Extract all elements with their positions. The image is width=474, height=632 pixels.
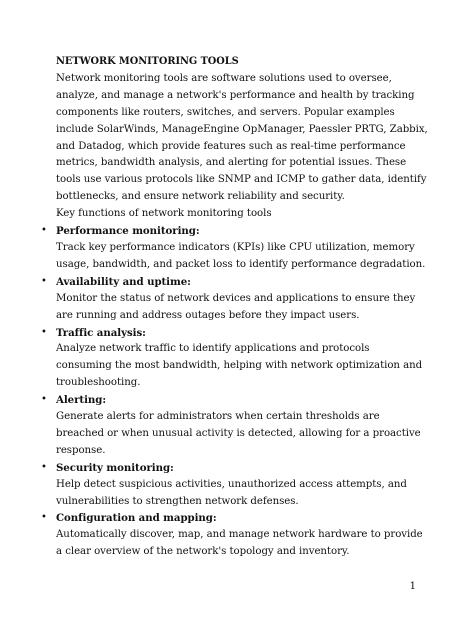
- page-number: 1: [409, 581, 416, 592]
- intro-paragraph: Network monitoring tools are software solutions used to oversee, analyze, and manage a network's performance and health by tracking components like routers, switches, and servers. Popular examples include SolarWinds, ManageEngine OpManager, Paessler PRTG, Zabbix, and Datadog, which provide features such as real-time performance metrics, bandwidth analysis, and alerting for potential issues. These tools use various protocols like SNMP and ICMP to gather data, identify bottlenecks, and ensure network reliability and security.: [56, 72, 428, 203]
- bullet-icon: •: [41, 394, 47, 406]
- function-item-performance: [41, 223, 428, 274]
- function-description: Help detect suspicious activities, unauthorized access attempts, and vulnerabilities to strengthen network defenses.: [56, 478, 407, 507]
- function-item-configuration: [41, 510, 428, 561]
- functions-heading: Key functions of network monitoring tools: [56, 208, 272, 220]
- function-item-availability: [41, 274, 428, 325]
- document-title: NETWORK MONITORING TOOLS: [56, 56, 239, 67]
- function-description: Monitor the status of network devices and applications to ensure they are running and address outages before they impact users.: [56, 292, 416, 321]
- function-heading: Security monitoring:: [56, 461, 174, 474]
- bullet-icon: •: [41, 225, 47, 237]
- bullet-icon: •: [41, 461, 47, 473]
- function-item-alerting: [41, 392, 428, 460]
- document-body: [41, 54, 428, 561]
- function-description: Analyze network traffic to identify applications and protocols consuming the most bandwidth, helping with network optimization and troubleshooting.: [56, 343, 423, 389]
- bullet-icon: •: [41, 275, 47, 287]
- function-heading: Performance monitoring:: [56, 225, 200, 238]
- function-description: Track key performance indicators (KPIs) like CPU utilization, memory usage, bandwidth, and packet loss to identify performance degradation.: [56, 241, 426, 270]
- bullet-icon: •: [41, 512, 47, 524]
- bullet-icon: •: [41, 326, 47, 338]
- functions-list: [41, 223, 428, 561]
- function-description: Generate alerts for administrators when certain thresholds are breached or when unusual activity is detected, allowing for a proactive response.: [56, 411, 421, 456]
- function-heading: Availability and uptime:: [56, 275, 191, 288]
- function-item-traffic: [41, 325, 428, 393]
- function-item-security: [41, 460, 428, 511]
- function-description: Automatically discover, map, and manage network hardware to provide a clear overview of the network's topology and inventory.: [56, 529, 423, 558]
- function-heading: Configuration and mapping:: [56, 512, 217, 525]
- function-heading: Traffic analysis:: [56, 326, 146, 339]
- function-heading: Alerting:: [56, 394, 107, 407]
